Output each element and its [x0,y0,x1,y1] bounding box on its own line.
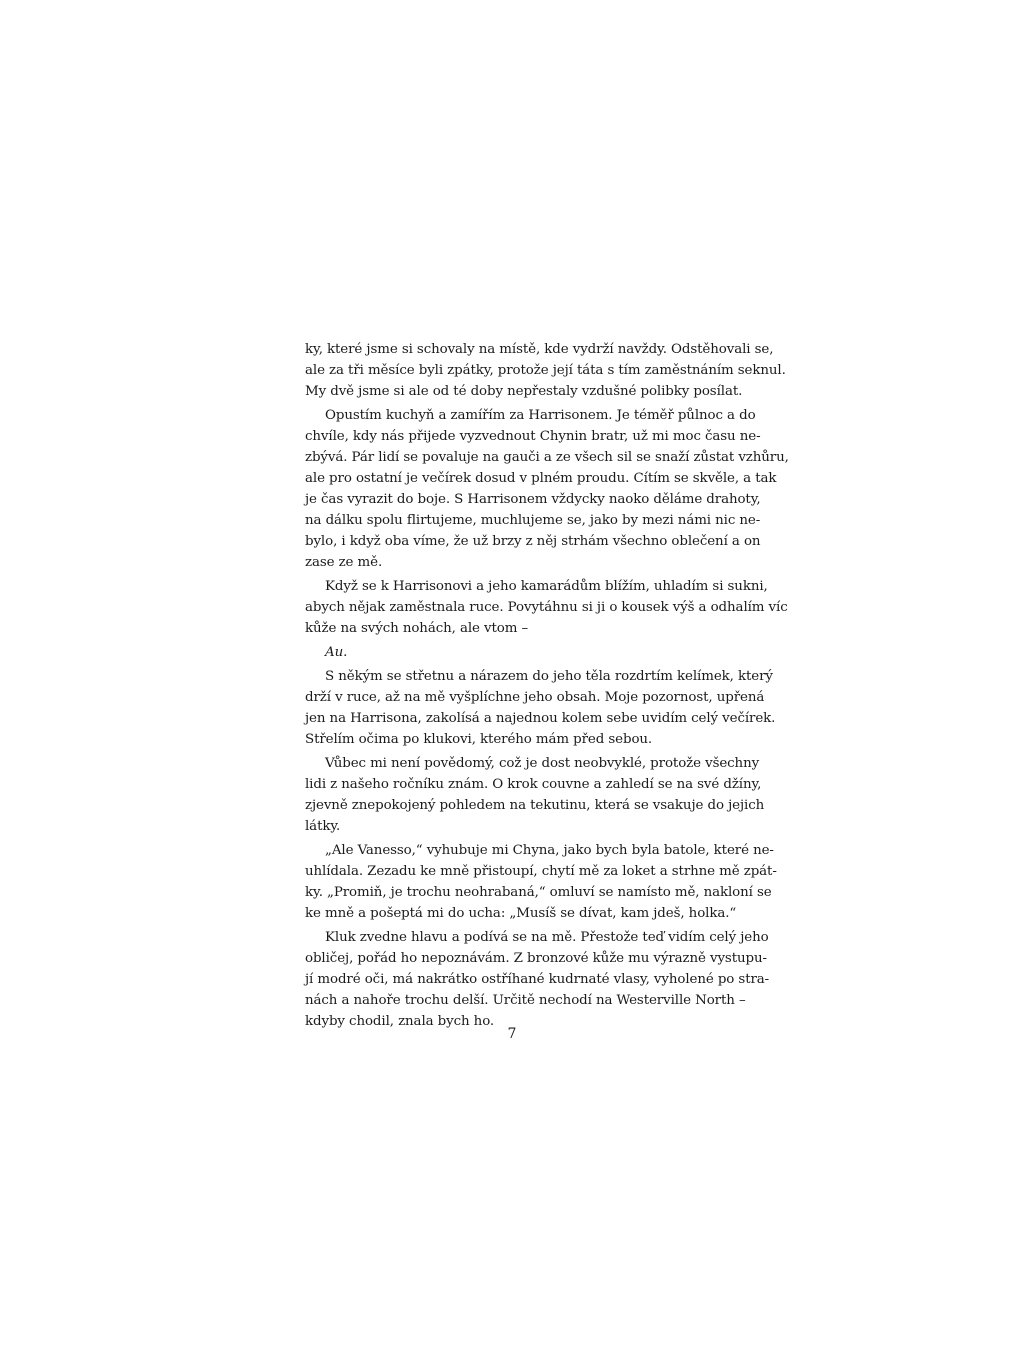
paragraph [305,405,789,573]
text-line: zbývá. Pár lidí se povaluje na gauči a ze všech sil se snaží zůstat vzhůru, [305,450,789,465]
text-line: lidi z našeho ročníku znám. O krok couvne a zahledí se na své džíny, [305,777,762,792]
text-line: ke mně a pošeptá mi do ucha: „Musíš se dívat, kam jdeš, holka.“ [305,906,737,921]
text-line: jen na Harrisona, zakolísá a najednou kolem sebe uvidím celý večírek. [305,711,776,726]
text-line: Au. [325,645,348,660]
text-line: Kluk zvedne hlavu a podívá se na mě. Přestože teď vidím celý jeho [325,930,769,945]
text-line: chvíle, kdy nás přijede vyzvednout Chynin bratr, už mi moc času ne- [305,429,761,444]
text-line: zjevně znepokojený pohledem na tekutinu, která se vsakuje do jejich [305,798,765,813]
text-line: na dálku spolu flirtujeme, muchlujeme se, jako by mezi námi nic ne- [305,513,761,528]
text-line: Když se k Harrisonovi a jeho kamarádům blížím, uhladím si sukni, [325,579,768,594]
text-line: abych nějak zaměstnala ruce. Povytáhnu si ji o kousek výš a odhalím víc [305,600,788,615]
text-line: ky, které jsme si schovaly na místě, kde vydrží navždy. Odstěhovali se, [305,342,774,357]
text-line: bylo, i když oba víme, že už brzy z něj strhám všechno oblečení a on [305,534,761,549]
text-line: uhlídala. Zezadu ke mně přistoupí, chytí mě za loket a strhne mě zpát- [305,864,777,879]
body-text [305,339,789,1032]
paragraph [305,642,719,663]
text-line: nách a nahoře trochu delší. Určitě nechodí na Westerville North – [305,993,746,1008]
text-line: ale pro ostatní je večírek dosud v plném proudu. Cítím se skvěle, a tak [305,471,777,486]
text-line: je čas vyrazit do boje. S Harrisonem vždycky naoko děláme drahoty, [305,492,761,507]
text-line: Střelím očima po klukovi, kterého mám před sebou. [305,732,653,747]
text-line: Opustím kuchyň a zamířím za Harrisonem. Je téměř půlnoc a do [325,408,756,423]
page-number: 7 [507,1026,517,1042]
paragraph [305,666,776,750]
text-line: drží v ruce, až na mě vyšplíchne jeho obsah. Moje pozornost, upřená [305,690,765,705]
paragraph [305,576,788,639]
text-line: zase ze mě. [305,555,383,570]
paragraph [305,927,770,1032]
paragraph [305,339,786,402]
text-line: My dvě jsme si ale od té doby nepřestaly vzdušné polibky posílat. [305,384,743,399]
text-line: kdyby chodil, znala bych ho. [305,1014,495,1029]
text-line: S někým se střetnu a nárazem do jeho těla rozdrtím kelímek, který [325,669,773,684]
text-line: jí modré oči, má nakrátko ostříhané kudrnaté vlasy, vyholené po stra- [305,972,770,987]
text-line: „Ale Vanesso,“ vyhubuje mi Chyna, jako bych byla batole, které ne- [325,843,774,858]
text-line: ky. „Promiň, je trochu neohrabaná,“ omluví se namísto mě, nakloní se [305,885,772,900]
text-line: ale za tři měsíce byli zpátky, protože její táta s tím zaměstnáním seknul. [305,363,786,378]
text-line: látky. [305,819,341,834]
text-line: kůže na svých nohách, ale vtom – [305,621,529,636]
paragraph [305,840,777,924]
text-line: Vůbec mi není povědomý, což je dost neobvyklé, protože všechny [325,756,760,771]
text-line: obličej, pořád ho nepoznávám. Z bronzové kůže mu výrazně vystupu- [305,951,767,966]
paragraph [305,753,765,837]
